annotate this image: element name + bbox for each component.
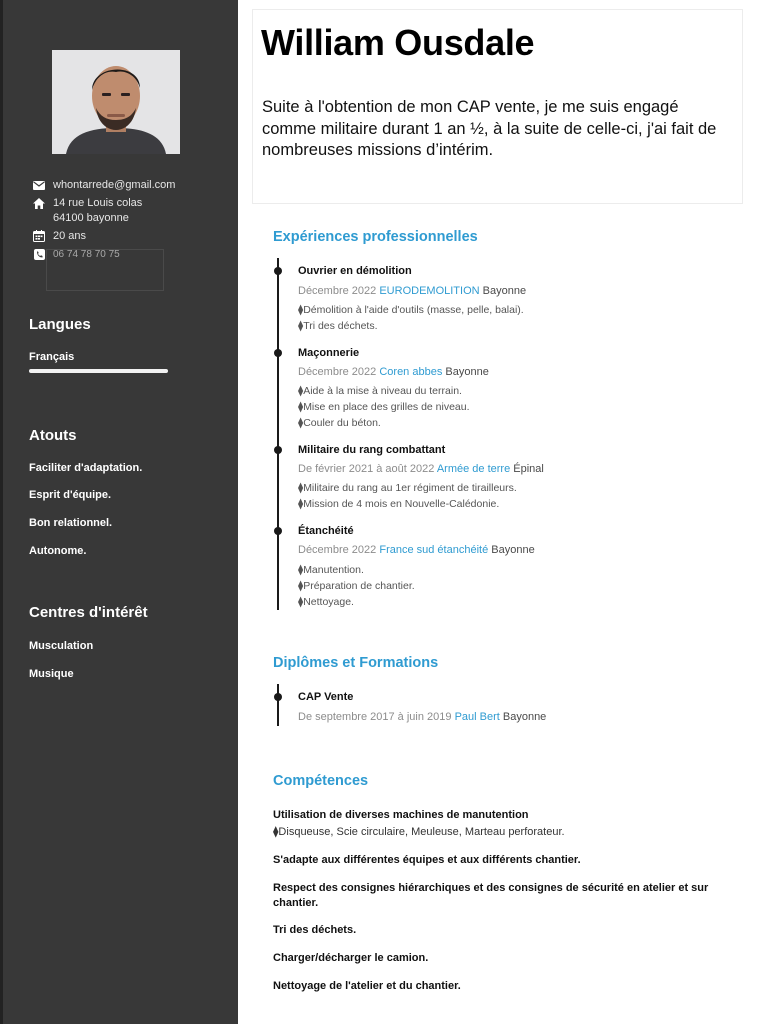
skill-item: Charger/décharger le camion. bbox=[273, 952, 429, 964]
job-date: Décembre 2022 bbox=[298, 544, 377, 556]
job-bullet: ⧫Préparation de chantier. bbox=[298, 580, 415, 592]
timeline-dot bbox=[274, 446, 282, 454]
skill-item: Respect des consignes hiérarchiques et des consignes de sécurité en atelier et sur chantier. bbox=[273, 882, 709, 909]
skill-detail: ⧫Disqueuse, Scie circulaire, Meuleuse, Marteau perforateur. bbox=[273, 826, 565, 838]
job-title: Ouvrier en démolition bbox=[298, 265, 412, 277]
job-bullet: ⧫Aide à la mise à niveau du terrain. bbox=[298, 385, 462, 397]
skills-title: Compétences bbox=[273, 773, 369, 789]
timeline-dot bbox=[274, 693, 282, 701]
phone-icon bbox=[32, 247, 46, 261]
degree-location: Bayonne bbox=[502, 711, 547, 723]
asset-item: Faciliter d'adaptation. bbox=[29, 462, 143, 474]
candidate-name: William Ousdale bbox=[261, 22, 535, 63]
phone-frame bbox=[46, 249, 164, 291]
job-company: EURODEMOLITION bbox=[379, 285, 480, 297]
phone-text[interactable]: 06 74 78 70 75 bbox=[53, 249, 120, 260]
profile-photo bbox=[52, 50, 180, 154]
experience-title: Expériences professionnelles bbox=[273, 229, 478, 245]
job-title: Maçonnerie bbox=[298, 347, 360, 359]
calendar-icon bbox=[32, 229, 46, 243]
degree-meta bbox=[298, 711, 546, 723]
address-text: 14 rue Louis colas 64100 bayonne bbox=[53, 197, 143, 224]
assets-title: Atouts bbox=[29, 427, 77, 444]
job-location: Épinal bbox=[513, 463, 544, 475]
email-text[interactable]: whontarrede@gmail.com bbox=[53, 179, 176, 191]
sidebar-edge bbox=[0, 0, 3, 1024]
skill-item: S'adapte aux différentes équipes et aux différents chantier. bbox=[273, 854, 581, 866]
timeline-dot bbox=[274, 527, 282, 535]
degree-title: CAP Vente bbox=[298, 691, 354, 703]
job-date: Décembre 2022 bbox=[298, 366, 377, 378]
interest-item: Musique bbox=[29, 668, 74, 680]
interests-title: Centres d'intérêt bbox=[29, 604, 148, 621]
asset-item: Bon relationnel. bbox=[29, 517, 113, 529]
timeline-dot bbox=[274, 349, 282, 357]
job-bullet: ⧫Tri des déchets. bbox=[298, 320, 378, 332]
job-date: Décembre 2022 bbox=[298, 285, 377, 297]
job-company: Armée de terre bbox=[436, 463, 511, 475]
asset-item: Esprit d'équipe. bbox=[29, 489, 112, 501]
skill-item: Nettoyage de l'atelier et du chantier. bbox=[273, 980, 461, 992]
job-title: Militaire du rang combattant bbox=[298, 444, 446, 456]
job-bullet: ⧫Mise en place des grilles de niveau. bbox=[298, 401, 470, 413]
profile-summary: Suite à l'obtention de mon CAP vente, je me suis engagé comme militaire durant 1 an ½, à la suite de celle-ci, j'ai fait de nombreuses missions d’intérim. bbox=[262, 98, 717, 159]
language-item: Français bbox=[29, 351, 75, 363]
job-bullet: ⧫Militaire du rang au 1er régiment de tirailleurs. bbox=[298, 482, 517, 494]
job-location: Bayonne bbox=[445, 366, 489, 378]
home-icon bbox=[32, 196, 46, 210]
mail-icon bbox=[32, 178, 46, 192]
language-level-bar bbox=[29, 369, 168, 373]
skill-item: Utilisation de diverses machines de manutention bbox=[273, 809, 529, 821]
job-bullet: ⧫Démolition à l'aide d'outils (masse, pelle, balai). bbox=[298, 304, 524, 316]
contact-age bbox=[32, 229, 232, 244]
job-bullet: ⧫Nettoyage. bbox=[298, 596, 354, 608]
job-date: De février 2021 à août 2022 bbox=[298, 463, 435, 475]
degree-school: Paul Bert bbox=[454, 711, 500, 723]
age-text: 20 ans bbox=[53, 230, 87, 242]
degree-date: De septembre 2017 à juin 2019 bbox=[298, 711, 452, 723]
job-meta bbox=[298, 285, 526, 297]
interest-item: Musculation bbox=[29, 640, 94, 652]
experience-timeline bbox=[277, 258, 279, 610]
job-location: Bayonne bbox=[491, 544, 535, 556]
job-location: Bayonne bbox=[482, 285, 527, 297]
languages-title: Langues bbox=[29, 316, 91, 333]
job-company: France sud étanchéité bbox=[379, 544, 489, 556]
contact-email bbox=[32, 178, 232, 193]
job-company: Coren abbes bbox=[379, 366, 443, 378]
job-bullet: ⧫Couler du béton. bbox=[298, 417, 381, 429]
skill-item: Tri des déchets. bbox=[273, 924, 357, 936]
timeline-dot bbox=[274, 267, 282, 275]
job-meta bbox=[298, 366, 489, 378]
contact-address bbox=[32, 196, 232, 226]
job-title: Étanchéité bbox=[298, 525, 354, 537]
education-timeline bbox=[277, 684, 279, 726]
education-title: Diplômes et Formations bbox=[273, 655, 439, 671]
job-meta bbox=[298, 544, 535, 556]
job-bullet: ⧫Mission de 4 mois en Nouvelle-Calédonie. bbox=[298, 498, 500, 510]
job-bullet: ⧫Manutention. bbox=[298, 564, 364, 576]
job-meta bbox=[298, 463, 544, 475]
asset-item: Autonome. bbox=[29, 545, 87, 557]
sidebar bbox=[0, 0, 238, 1024]
